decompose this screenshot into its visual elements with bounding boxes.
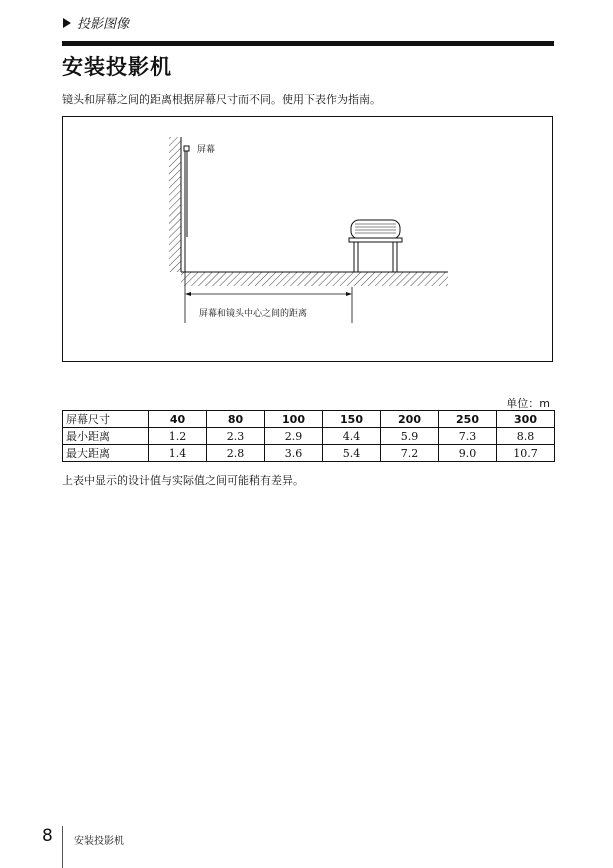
footer-section-title: 安装投影机	[74, 836, 124, 847]
installation-diagram	[62, 116, 553, 362]
table-header-cell: 250	[439, 411, 497, 428]
table-cell: 10.7	[497, 445, 555, 462]
dimension-arrow-left	[185, 292, 191, 296]
table-header-cell: 40	[149, 411, 207, 428]
table-cell: 5.4	[323, 445, 381, 462]
table-cell: 7.3	[439, 428, 497, 445]
breadcrumb-label: 投影图像	[77, 17, 130, 32]
breadcrumb	[63, 13, 129, 32]
table-row	[63, 428, 555, 445]
unit-label: 单位：m	[506, 397, 550, 410]
table-cell: 1.4	[149, 445, 207, 462]
table-cell: 5.9	[381, 428, 439, 445]
footer-divider	[62, 826, 63, 868]
triangle-right-icon	[63, 18, 71, 28]
diagram-drawing	[63, 117, 554, 363]
projector-body	[351, 220, 400, 239]
header-rule	[62, 41, 554, 46]
table-cell: 2.9	[265, 428, 323, 445]
table-header-row	[63, 411, 555, 428]
wall-hatch	[169, 137, 181, 272]
table-cell: 8.8	[497, 428, 555, 445]
table-top	[349, 238, 402, 242]
table-row-label: 最小距离	[63, 428, 149, 445]
table-cell: 1.2	[149, 428, 207, 445]
page-title: 安装投影机	[62, 55, 172, 79]
distance-label: 屏幕和镜头中心之间的距离	[199, 309, 308, 319]
table-cell: 9.0	[439, 445, 497, 462]
table-header-cell: 100	[265, 411, 323, 428]
table-cell: 3.6	[265, 445, 323, 462]
table-cell: 7.2	[381, 445, 439, 462]
table-header-cell: 300	[497, 411, 555, 428]
table-header-cell: 80	[207, 411, 265, 428]
intro-paragraph: 镜头和屏幕之间的距离根据屏幕尺寸而不同。使用下表作为指南。	[62, 93, 381, 106]
distance-table	[62, 410, 555, 462]
table-header-cell: 屏幕尺寸	[63, 411, 149, 428]
table-header-cell: 150	[323, 411, 381, 428]
table-cell: 4.4	[323, 428, 381, 445]
table-row-label: 最大距离	[63, 445, 149, 462]
table-cell: 2.3	[207, 428, 265, 445]
table-cell: 2.8	[207, 445, 265, 462]
table-note: 上表中显示的设计值与实际值之间可能稍有差异。	[62, 474, 304, 487]
table-row	[63, 445, 555, 462]
screen-mount	[184, 146, 189, 151]
page-number: 8	[42, 826, 53, 846]
dimension-arrow-right	[346, 292, 352, 296]
table-header-cell: 200	[381, 411, 439, 428]
screen-label: 屏幕	[197, 145, 216, 155]
floor-hatch	[181, 272, 448, 286]
